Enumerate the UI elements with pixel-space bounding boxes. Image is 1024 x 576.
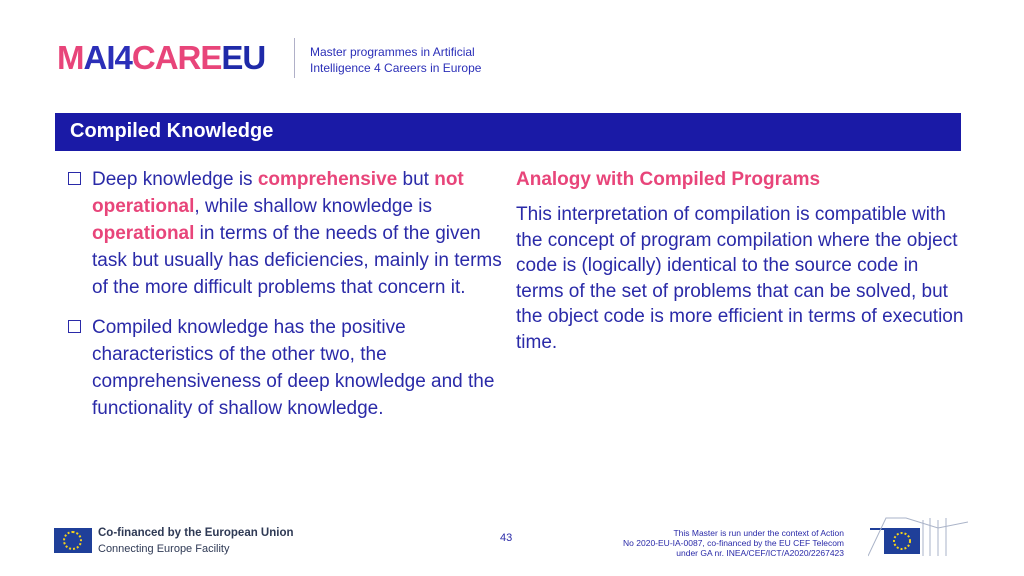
mai4careu-logo: [57, 40, 265, 76]
checkbox-square-icon: [68, 320, 81, 333]
logo-eu: EU: [221, 39, 266, 76]
page-number: 43: [500, 532, 513, 544]
left-column: [68, 166, 513, 435]
logo-four: 4: [114, 39, 132, 76]
right-column: [516, 168, 966, 355]
highlight-not-operational: not operational: [92, 169, 464, 217]
highlight-operational: operational: [92, 223, 195, 244]
bullet2-text: Compiled knowledge has the positive characteristics of the other two, the comprehensiveness of deep knowledge and the functionality of shallow knowledge.: [92, 317, 495, 419]
bullet1-text-3: , while shallow knowledge is: [194, 196, 433, 217]
action-line-3: under GA nr. INEA/CEF/ICT/A2020/2267423: [676, 548, 844, 558]
bullet1-text-1: Deep knowledge is: [92, 169, 258, 190]
action-line-2: No 2020-EU-IA-0087, co-financed by the EU CEF Telecom: [623, 538, 844, 548]
cofinanced-label: Co-financed by the European Union: [98, 527, 294, 539]
logo-care: CARE: [131, 39, 222, 76]
logo-ai: AI: [83, 39, 115, 76]
analogy-body: This interpretation of compilation is compatible with the concept of program compilation where the object code is (logically) identical to the source code in terms of the set of problems that can be solved, but the object code is more efficient in terms of execution time.: [516, 204, 964, 353]
action-statement: [598, 528, 844, 558]
action-line-1: This Master is run under the context of Action: [673, 528, 844, 538]
logo-m: M: [57, 39, 84, 76]
checkbox-square-icon: [68, 172, 81, 185]
bullet-item-1: [68, 166, 513, 301]
facility-label: Connecting Europe Facility: [98, 543, 230, 555]
tagline-line-2: Intelligence 4 Careers in Europe: [310, 61, 482, 75]
analogy-heading: Analogy with Compiled Programs: [516, 169, 821, 190]
european-commission-logo-icon: [868, 508, 968, 558]
bullet1-text-2: but: [397, 169, 435, 190]
header-divider: [294, 38, 295, 78]
bullet-item-2: [68, 314, 513, 422]
tagline-line-1: Master programmes in Artificial: [310, 45, 475, 59]
eu-flag-icon: [54, 528, 92, 553]
header-tagline: [310, 44, 481, 76]
slide-title: Compiled Knowledge: [70, 120, 274, 142]
highlight-comprehensive: comprehensive: [257, 169, 398, 190]
bullet1-text-4: in terms of the needs of the given task but usually has deficiencies, mainly in terms of the more difficult problems that concern it.: [92, 223, 502, 298]
